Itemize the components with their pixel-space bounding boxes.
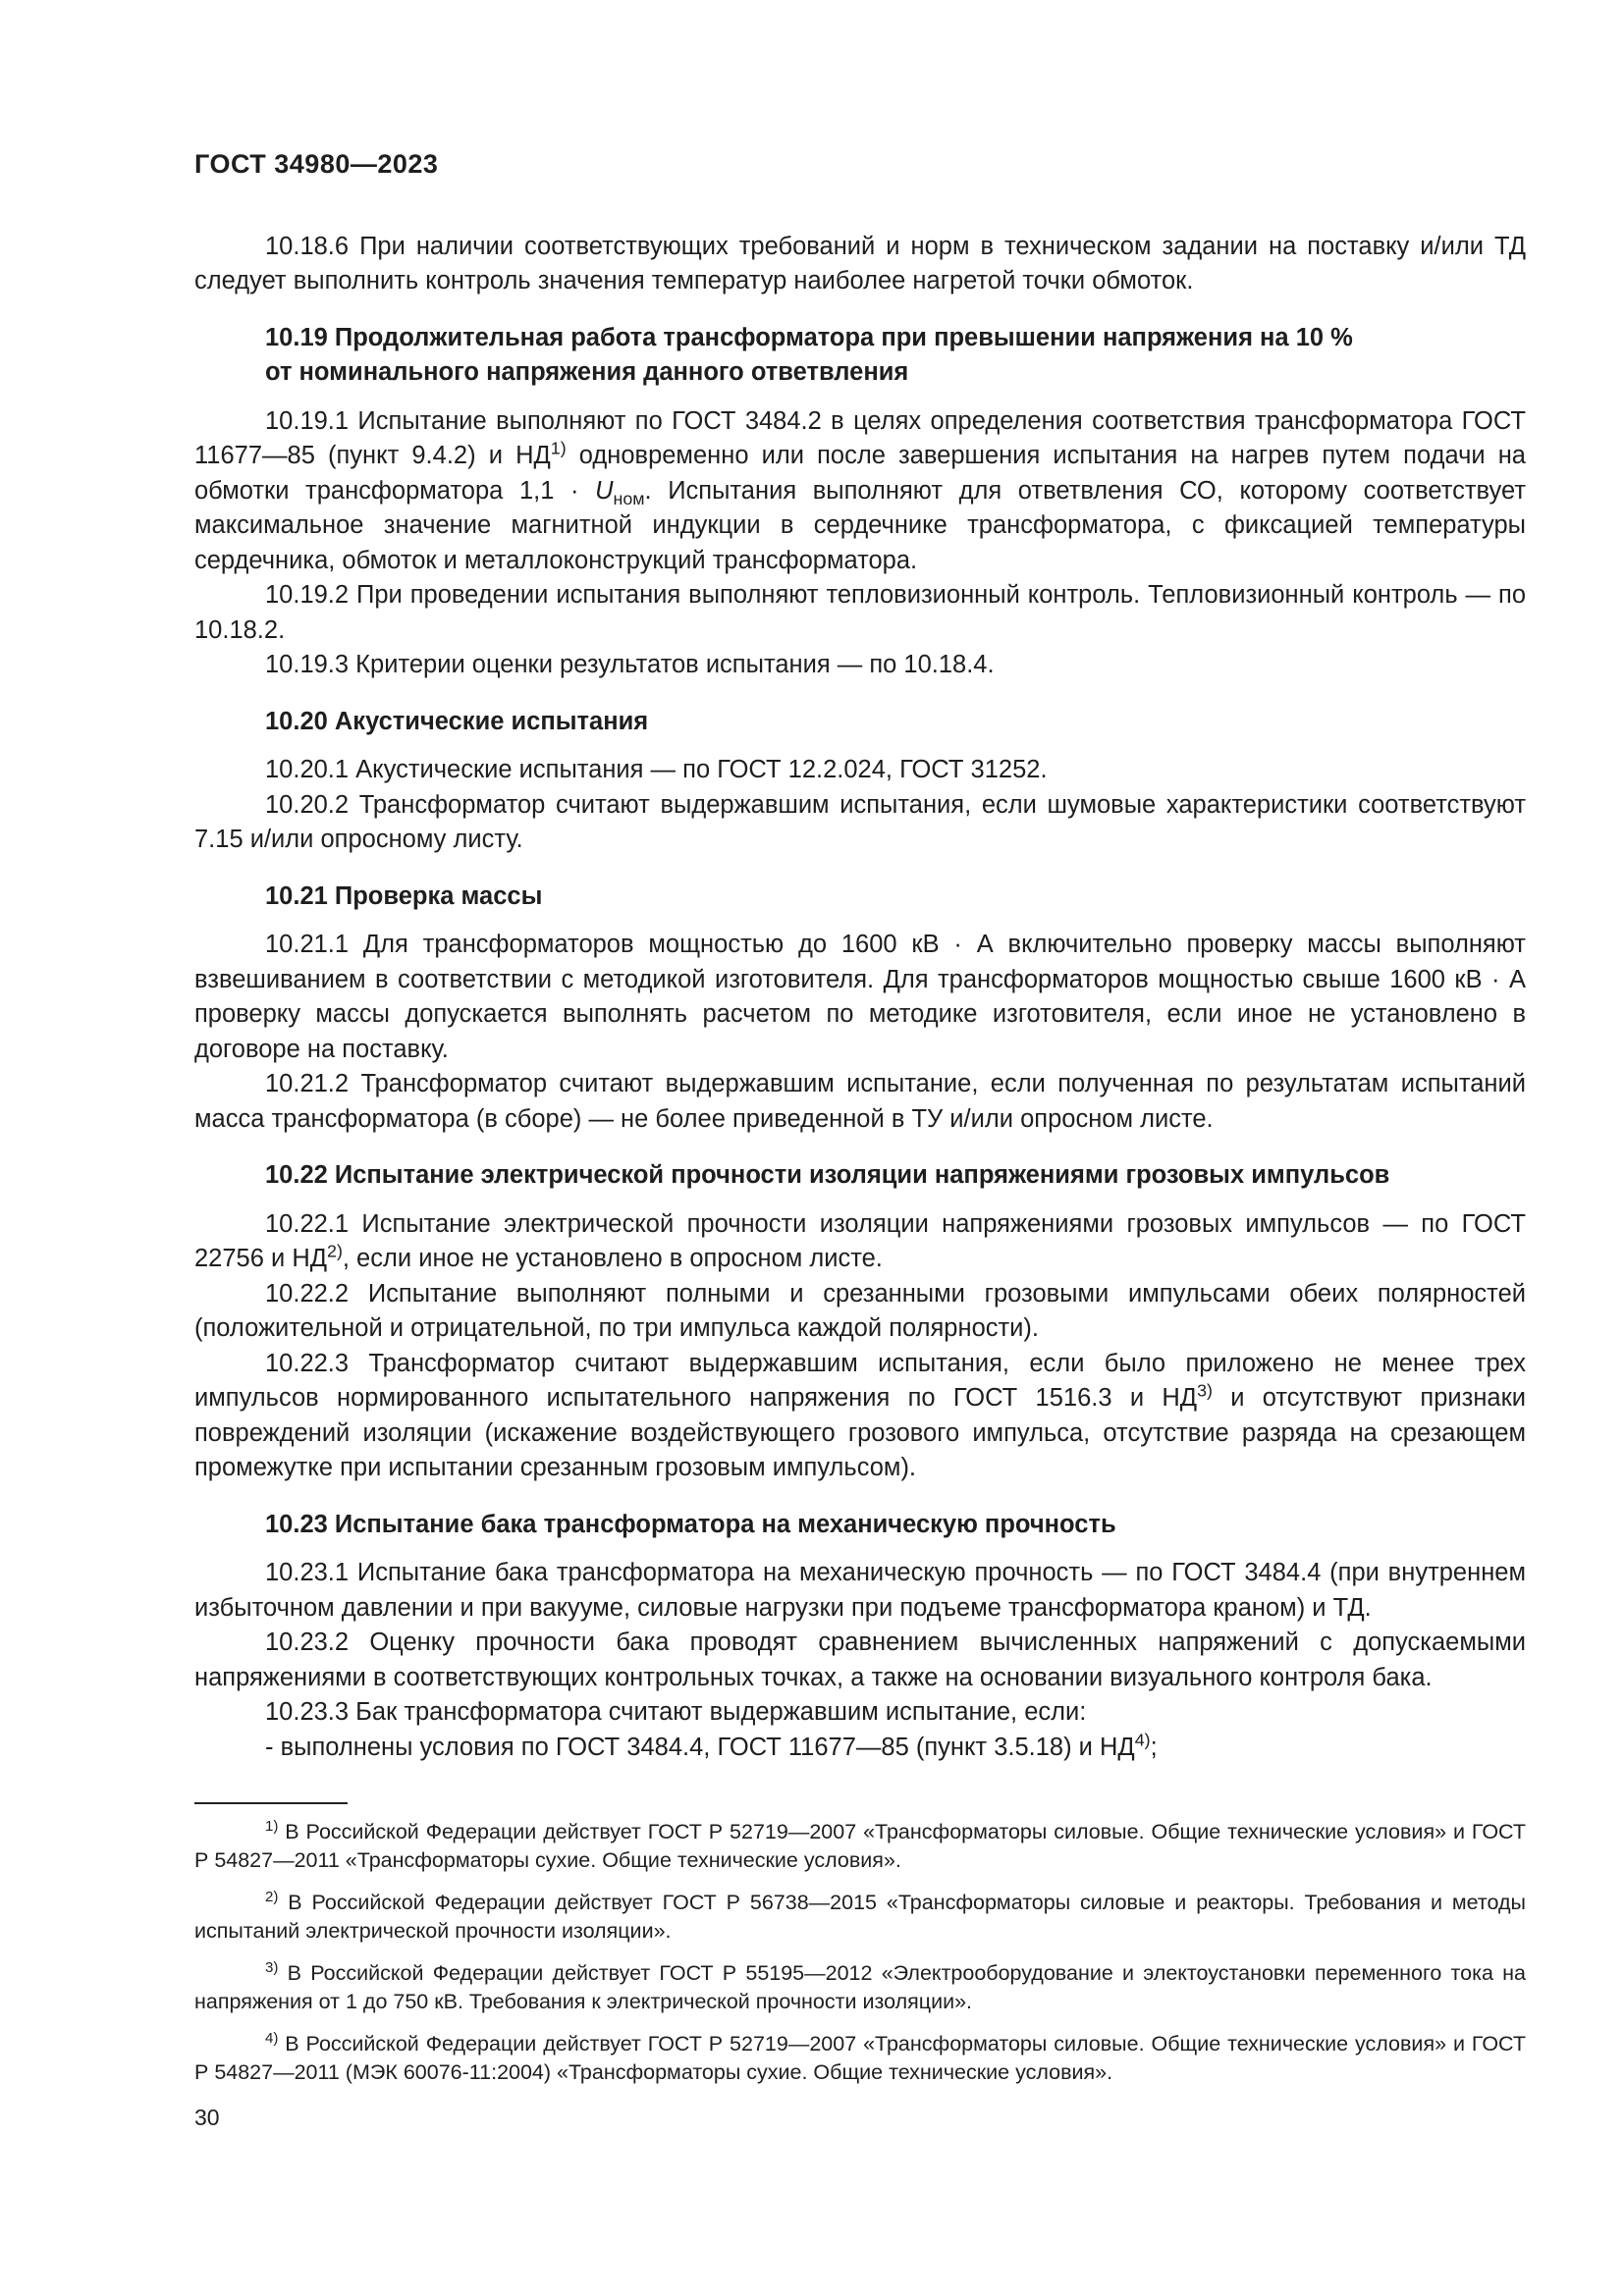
- footnote-3: [194, 1959, 1526, 2016]
- paragraph-10-22-1: [194, 1207, 1526, 1277]
- voltage-subscript: ном: [613, 488, 645, 508]
- paragraph-10-21-2: 10.21.2 Трансформатор считают выдержавшим испытание, если полученная по результатам испытаний масса трансформатора (в сборе) — не более приведенной в ТУ и/или опросном листе.: [194, 1070, 1526, 1133]
- paragraph-10-23-3: 10.23.3 Бак трансформатора считают выдержавшим испытание, если:: [265, 1698, 1087, 1726]
- text-run: . Испытания выполняют для ответвления СО, которому соответствует максимальное значение магнитной индукции в сердечнике трансформатора, с фиксацией температуры сердечника, обмоток и металлоконструкций трансформатора.: [194, 476, 1526, 574]
- footnote-1: [194, 1818, 1526, 1875]
- footnote-ref-3: 3): [1197, 1380, 1213, 1401]
- document-header: ГОСТ 34980—2023: [194, 149, 439, 179]
- text-run: одновременно или после завершения испытания на нагрев путем подачи на обмотки трансформатора 1,1 ·: [194, 442, 1526, 505]
- footnote-mark: 4): [265, 2029, 279, 2047]
- list-item-10-23-3: [194, 1731, 1526, 1766]
- footnote-text: В Российской Федерации действует ГОСТ Р 56738—2015 «Трансформаторы силовые и реакторы. Требования и методы испытаний электрической прочности изоляции».: [194, 1891, 1526, 1943]
- section-heading-10-23: 10.23 Испытание бака трансформатора на механическую прочность: [265, 1510, 1116, 1538]
- footnote-ref-2: 2): [327, 1241, 343, 1261]
- footnote-mark: 3): [265, 1958, 279, 1976]
- footnote-ref-1: 1): [550, 438, 567, 458]
- footnote-mark: 2): [265, 1888, 279, 1905]
- paragraph-10-23-1: 10.23.1 Испытание бака трансформатора на механическую прочность — по ГОСТ 3484.4 (при внутреннем избыточном давлении и при вакууме, силовые нагрузки при подъеме трансформатора краном) и ТД.: [194, 1559, 1526, 1622]
- text-run: , если иное не установлено в опросном листе.: [342, 1245, 883, 1272]
- voltage-symbol: U: [595, 476, 614, 505]
- footnote-text: В Российской Федерации действует ГОСТ Р 52719—2007 «Трансформаторы силовые. Общие технические условия» и ГОСТ Р 54827—2011 «Трансформаторы сухие. Общие технические условия».: [194, 1820, 1526, 1872]
- text-run: 10.22.1 Испытание электрической прочности изоляции напряжениями грозовых импульсов — по ГОСТ 22756 и НД: [194, 1209, 1526, 1272]
- text-run: 10.19.1 Испытание выполняют по ГОСТ 3484.2 в целях определения соответствия трансформатора ГОСТ 11677—85 (пункт 9.4.2) и НД: [194, 406, 1526, 469]
- paragraph-10-21-1: 10.21.1 Для трансформаторов мощностью до 1600 кВ · А включительно проверку массы выполняют взвешиванием в соответствии с методикой изготовителя. Для трансформаторов мощностью свыше 1600 кВ · А проверку массы допускается выполнять расчетом по методике изготовителя, если иное не установлено в договоре на поставку.: [194, 931, 1526, 1063]
- section-heading-10-20: 10.20 Акустические испытания: [265, 707, 649, 735]
- paragraph-10-22-3: [194, 1347, 1526, 1486]
- paragraph-10-19-3: 10.19.3 Критерии оценки результатов испытания — по 10.18.4.: [265, 651, 995, 678]
- footnote-2: [194, 1889, 1526, 1946]
- footnote-4: [194, 2030, 1526, 2087]
- footnote-divider: [194, 1802, 348, 1804]
- document-page: [194, 147, 1526, 2136]
- section-heading-10-19-line2: от номинального напряжения данного ответвления: [265, 358, 909, 386]
- text-run: ;: [1150, 1733, 1158, 1761]
- footnote-text: В Российской Федерации действует ГОСТ Р 55195—2012 «Электрооборудование и электоустановки переменного тока на напряжения от 1 до 750 кВ. Требования к электрической прочности изоляции».: [194, 1961, 1526, 2013]
- text-run: - выполнены условия по ГОСТ 3484.4, ГОСТ 11677—85 (пункт 3.5.18) и НД: [265, 1733, 1135, 1761]
- section-heading-10-21: 10.21 Проверка массы: [265, 881, 543, 910]
- footnote-mark: 1): [265, 1817, 279, 1835]
- paragraph-10-19-1: [194, 404, 1526, 579]
- paragraph-10-22-2: 10.22.2 Испытание выполняют полными и срезанными грозовыми импульсами обеих полярностей (положительной и отрицательной, по три импульса каждой полярности).: [194, 1279, 1526, 1342]
- footnote-text: В Российской Федерации действует ГОСТ Р 52719—2007 «Трансформаторы силовые. Общие технические условия» и ГОСТ Р 54827—2011 (МЭК 60076-11:2004) «Трансформаторы сухие. Общие технические условия».: [194, 2032, 1526, 2084]
- paragraph-10-23-2: 10.23.2 Оценку прочности бака проводят сравнением вычисленных напряжений с допускаемыми напряжениями в соответствующих контрольных точках, а также на основании визуального контроля бака.: [194, 1629, 1526, 1691]
- section-heading-10-19: [194, 321, 1526, 391]
- paragraph-10-18-6: 10.18.6 При наличии соответствующих требований и норм в техническом задании на поставку и/или ТД следует выполнить контроль значения температур наиболее нагретой точки обмоток.: [194, 232, 1526, 294]
- page-number: 30: [194, 2105, 220, 2130]
- section-heading-10-19-line1: 10.19 Продолжительная работа трансформатора при превышении напряжения на 10 %: [265, 323, 1353, 351]
- footnote-ref-4: 4): [1134, 1730, 1151, 1749]
- text-run: 10.22.3 Трансформатор считают выдержавшим испытания, если было приложено не менее трех импульсов нормированного испытательного напряжения по ГОСТ 1516.3 и НД: [194, 1349, 1526, 1412]
- paragraph-10-19-2: 10.19.2 При проведении испытания выполняют тепловизионный контроль. Тепловизионный контроль — по 10.18.2.: [194, 581, 1526, 644]
- text-run: и отсутствуют признаки повреждений изоляции (искажение воздействующего грозового импульса, отсутствие разряда на срезающем промежутке при испытании срезанным грозовым импульсом).: [194, 1384, 1526, 1481]
- paragraph-10-20-2: 10.20.2 Трансформатор считают выдержавшим испытания, если шумовые характеристики соответствуют 7.15 и/или опросному листу.: [194, 790, 1526, 853]
- paragraph-10-20-1: 10.20.1 Акустические испытания — по ГОСТ 12.2.024, ГОСТ 31252.: [265, 756, 1048, 783]
- section-heading-10-22: 10.22 Испытание электрической прочности изоляции напряжениями грозовых импульсов: [265, 1161, 1390, 1189]
